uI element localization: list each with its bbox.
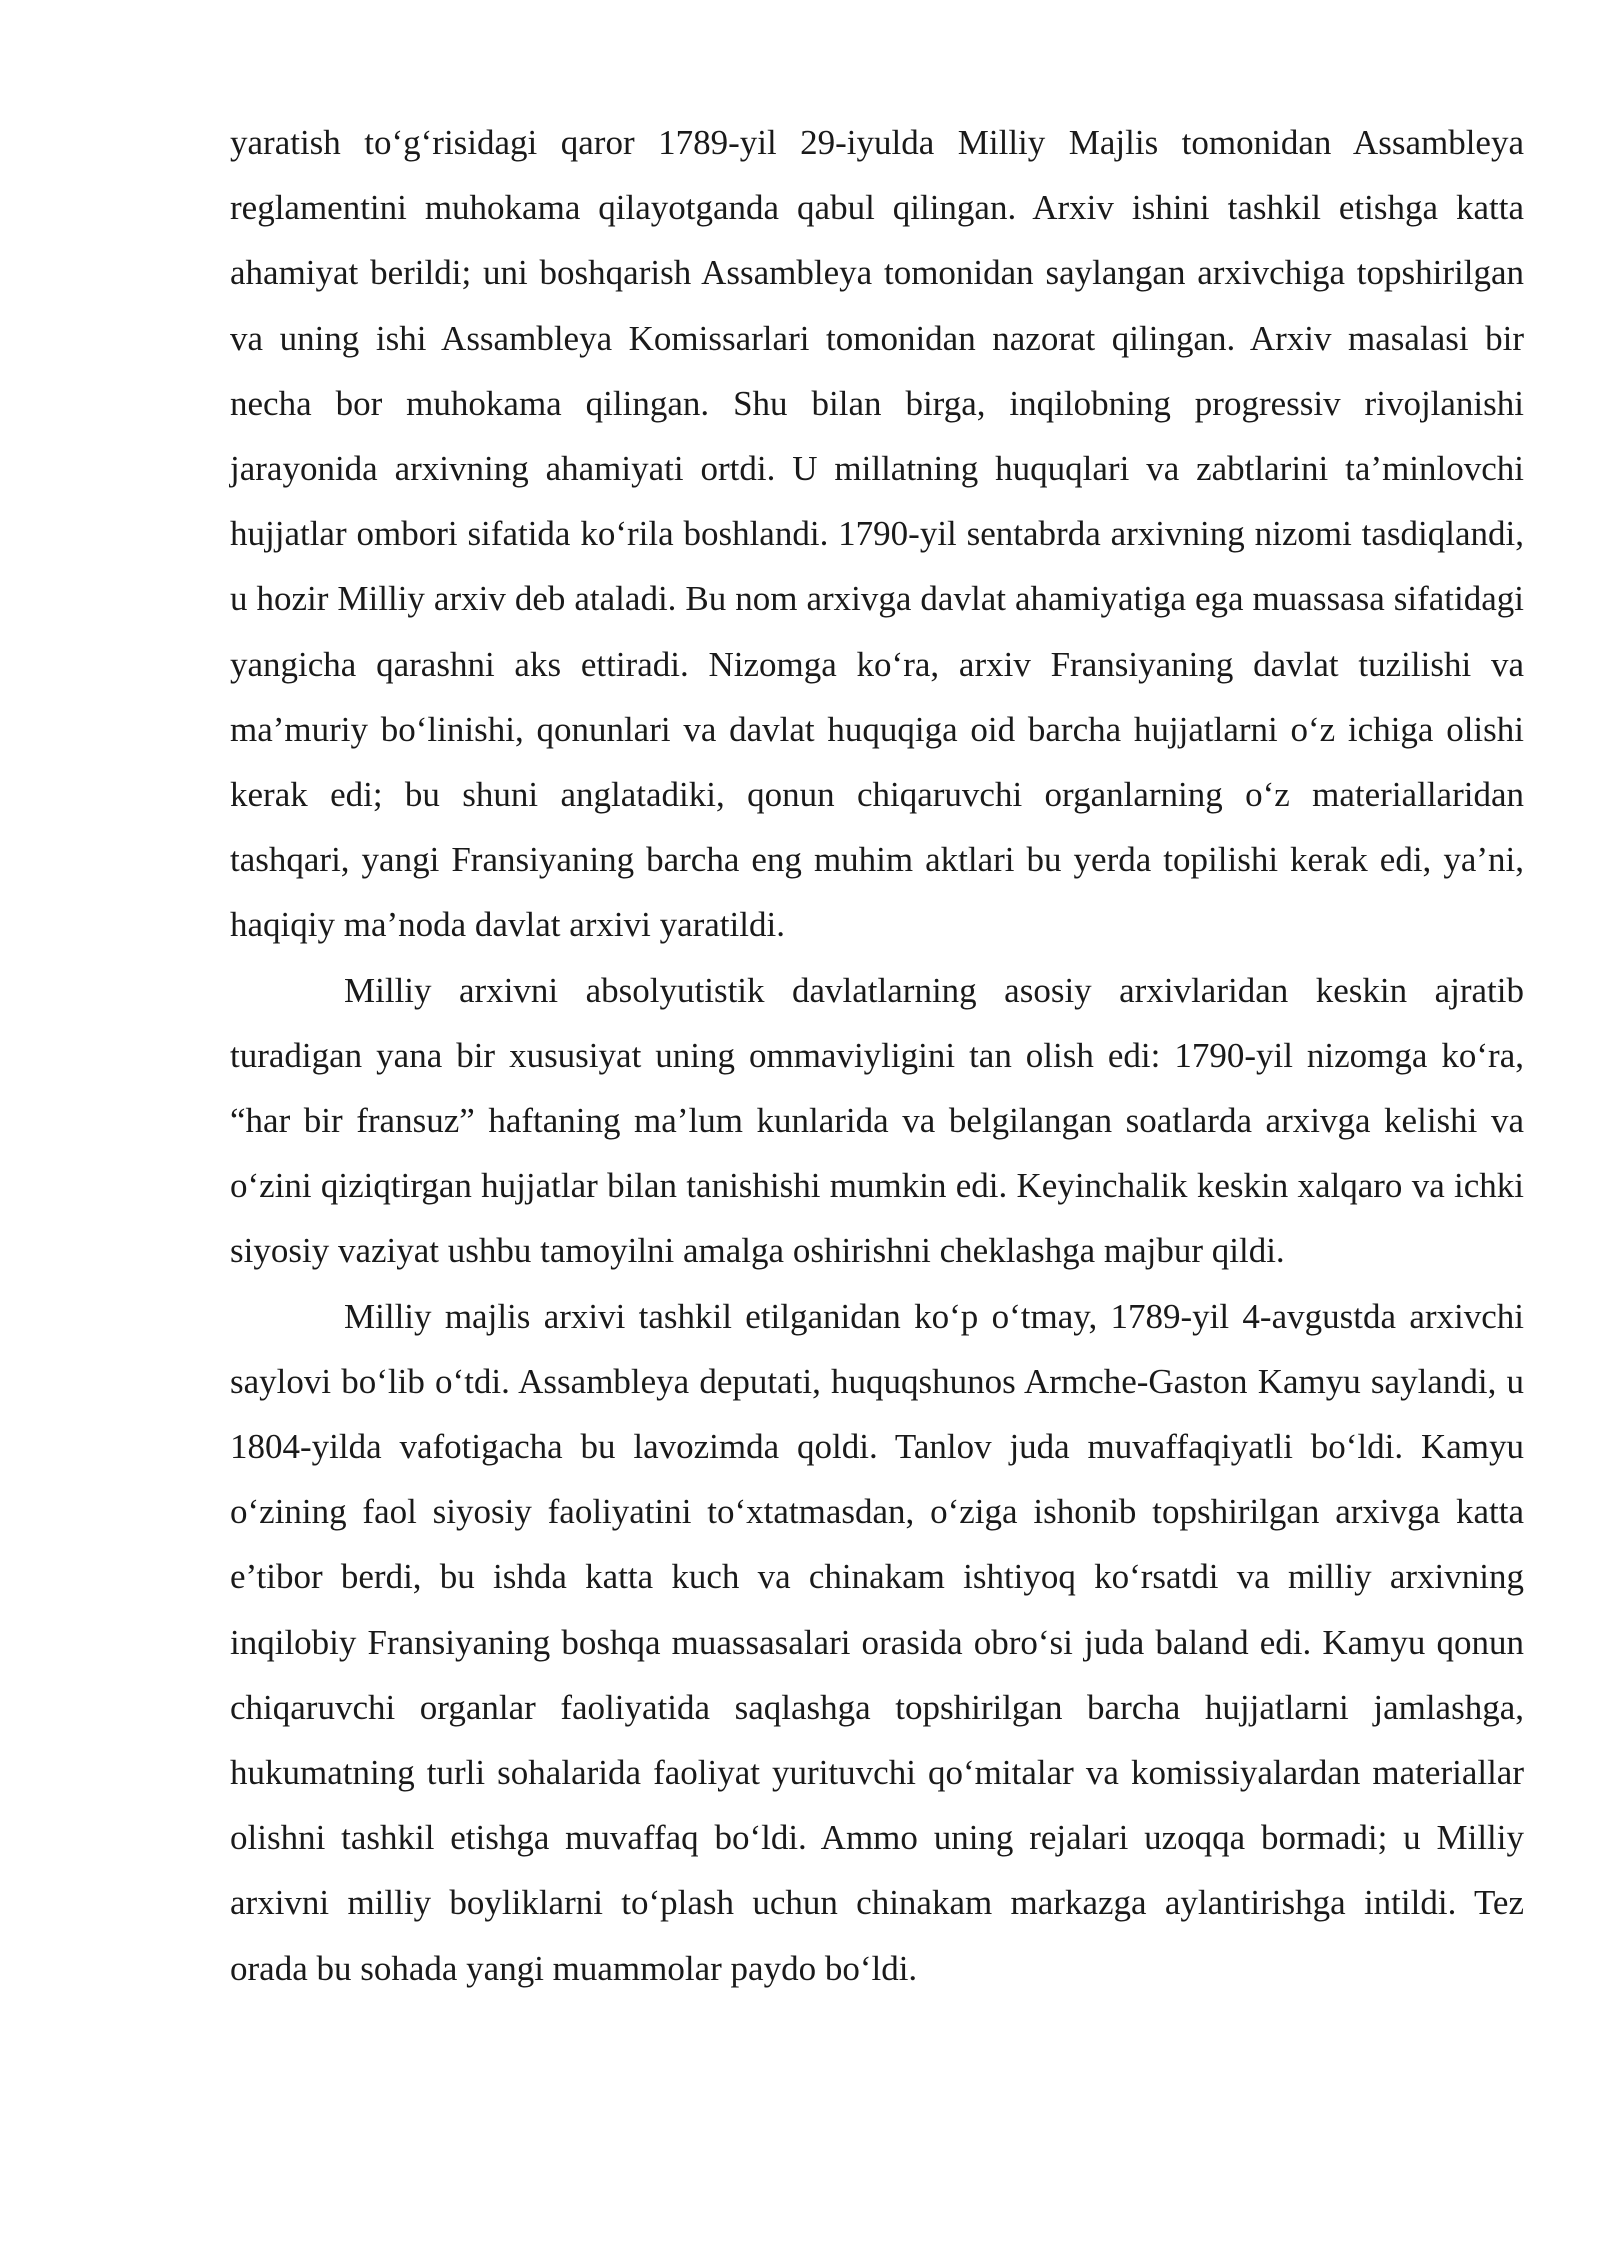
- body-text: [230, 110, 1524, 2001]
- paragraph-2: Milliy arxivni absolyutistik davlatlarning asosiy arxivlaridan keskin ajratib turadigan yana bir xususiyat uning ommaviyligini tan olish edi: 1790-yil nizomga ko‘ra, “har bir fransuz” haftaning ma’lum kunlarida va belgilangan soatlarda arxivga kelishi va o‘zini qiziqtirgan hujjatlar bilan tanishishi mumkin edi. Keyinchalik keskin xalqaro va ichki siyosiy vaziyat ushbu tamoyilni amalga oshirishni cheklashga majbur qildi.: [230, 970, 1524, 1271]
- paragraph-3: Milliy majlis arxivi tashkil etilganidan ko‘p o‘tmay, 1789-yil 4-avgustda arxivchi saylovi bo‘lib o‘tdi. Assambleya deputati, huquqshunos Armche-Gaston Kamyu saylandi, u 1804-yilda vafotigacha bu lavozimda qoldi. Tanlov juda muvaffaqiyatli bo‘ldi. Kamyu o‘zining faol siyosiy faoliyatini to‘xtatmasdan, o‘ziga ishonib topshirilgan arxivga katta e’tibor berdi, bu ishda katta kuch va chinakam ishtiyoq ko‘rsatdi va milliy arxivning inqilobiy Fransiyaning boshqa muassasalari orasida obro‘si juda baland edi. Kamyu qonun chiqaruvchi organlar faoliyatida saqlashga topshirilgan barcha hujjatlarni jamlashga, hukumatning turli sohalarida faoliyat yurituvchi qo‘mitalar va komissiyalardan materiallar olishni tashkil etishga muvaffaq bo‘ldi. Ammo uning rejalari uzoqqa bormadi; u Milliy arxivni milliy boyliklarni to‘plash uchun chinakam markazga aylantirishga intildi. Tez orada bu sohada yangi muammolar paydo bo‘ldi.: [230, 1296, 1524, 1988]
- paragraph-1: yaratish to‘g‘risidagi qaror 1789-yil 29-iyulda Milliy Majlis tomonidan Assambleya reglamentini muhokama qilayotganda qabul qilingan. Arxiv ishini tashkil etishga katta ahamiyat berildi; uni boshqarish Assambleya tomonidan saylangan arxivchiga topshirilgan va uning ishi Assambleya Komissarlari tomonidan nazorat qilingan. Arxiv masalasi bir necha bor muhokama qilingan. Shu bilan birga, inqilobning progressiv rivojlanishi jarayonida arxivning ahamiyati ortdi. U millatning huquqlari va zabtlarini ta’minlovchi hujjatlar ombori sifatida ko‘rila boshlandi. 1790-yil sentabrda arxivning nizomi tasdiqlandi, u hozir Milliy arxiv deb ataladi. Bu nom arxivga davlat ahamiyatiga ega muassasa sifatidagi yangicha qarashni aks ettiradi. Nizomga ko‘ra, arxiv Fransiyaning davlat tuzilishi va ma’muriy bo‘linishi, qonunlari va davlat huquqiga oid barcha hujjatlarni o‘z ichiga olishi kerak edi; bu shuni anglatadiki, qonun chiqaruvchi organlarning o‘z materiallaridan tashqari, yangi Fransiyaning barcha eng muhim aktlari bu yerda topilishi kerak edi, ya’ni, haqiqiy ma’noda davlat arxivi yaratildi.: [230, 123, 1524, 945]
